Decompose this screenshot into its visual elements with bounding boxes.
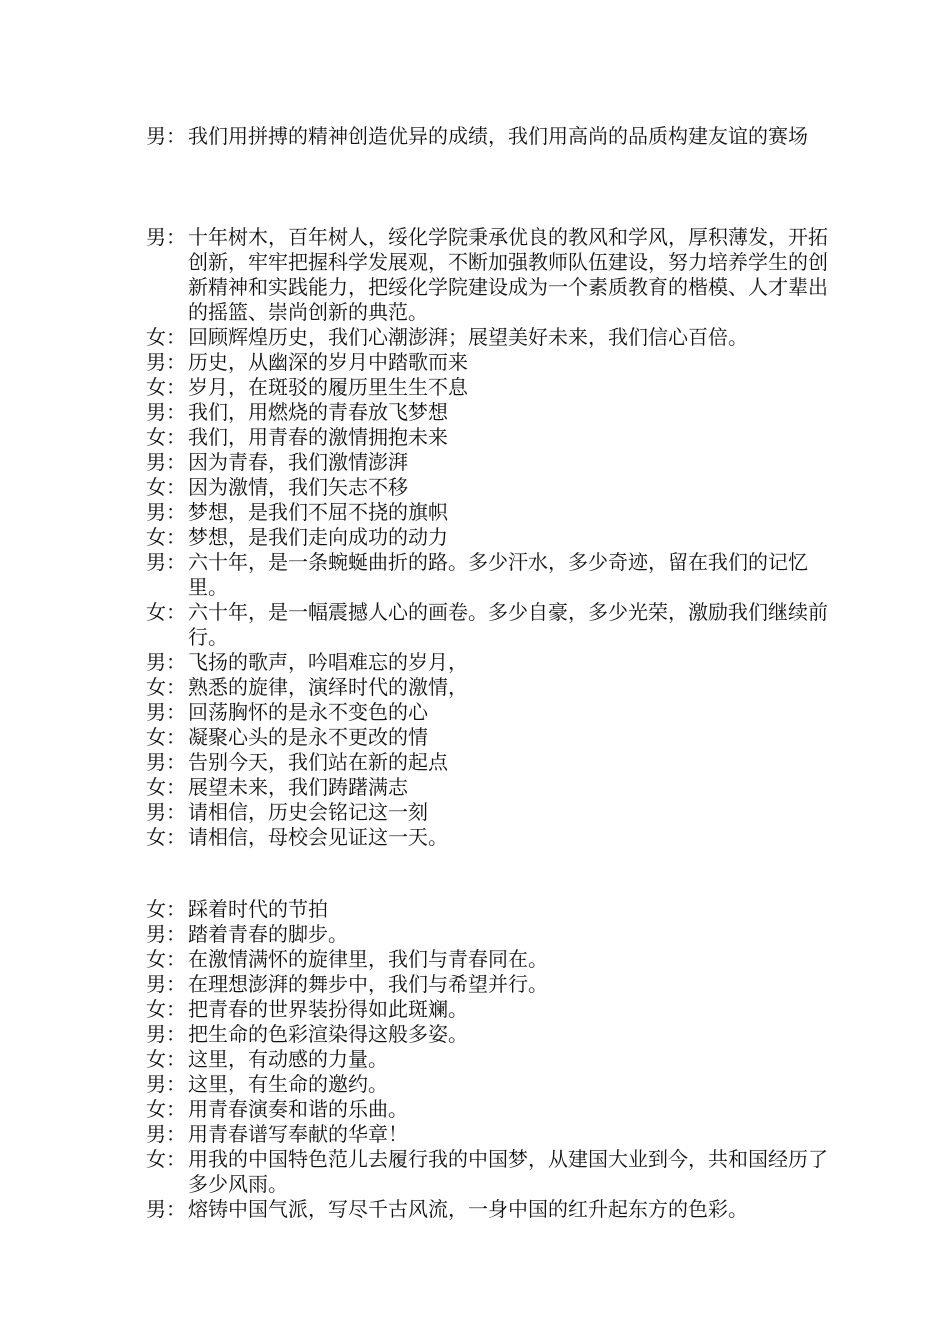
dialogue-text: 我们，用燃烧的青春放飞梦想 bbox=[188, 400, 448, 424]
dialogue-line bbox=[146, 750, 836, 775]
speaker-label: 男： bbox=[146, 350, 186, 374]
speaker-label: 女： bbox=[146, 1047, 186, 1071]
dialogue-text: 岁月，在斑驳的履历里生生不息 bbox=[188, 375, 468, 399]
dialogue-text: 把青春的世界装扮得如此斑斓。 bbox=[188, 997, 468, 1021]
dialogue-text: 飞扬的歌声，吟唱难忘的岁月， bbox=[188, 650, 468, 674]
speaker-label: 男： bbox=[146, 800, 186, 824]
dialogue-text: 回荡胸怀的是永不变色的心 bbox=[188, 700, 428, 724]
speaker-label: 女： bbox=[146, 525, 186, 549]
speaker-label: 男： bbox=[146, 700, 186, 724]
dialogue-text: 用我的中国特色范儿去履行我的中国梦，从建国大业到今，共和国经历了多少风雨。 bbox=[188, 1147, 828, 1196]
dialogue-line bbox=[146, 997, 836, 1022]
speaker-label: 女： bbox=[146, 775, 186, 799]
dialogue-line bbox=[146, 1122, 836, 1147]
dialogue-text: 在激情满怀的旋律里，我们与青春同在。 bbox=[188, 947, 548, 971]
dialogue-line bbox=[146, 1147, 836, 1197]
dialogue-text: 梦想，是我们走向成功的动力 bbox=[188, 525, 448, 549]
dialogue-text: 这里，有动感的力量。 bbox=[188, 1047, 388, 1071]
dialogue-line bbox=[146, 1047, 836, 1072]
dialogue-text: 梦想，是我们不屈不挠的旗帜 bbox=[188, 500, 448, 524]
dialogue-text: 请相信，历史会铭记这一刻 bbox=[188, 800, 428, 824]
dialogue-line bbox=[146, 400, 836, 425]
dialogue-text: 把生命的色彩渲染得这般多姿。 bbox=[188, 1022, 468, 1046]
dialogue-line bbox=[146, 1072, 836, 1097]
dialogue-text: 我们用拼搏的精神创造优异的成绩，我们用高尚的品质构建友谊的赛场 bbox=[188, 124, 808, 148]
dialogue-line bbox=[146, 525, 836, 550]
script-section-3 bbox=[146, 897, 836, 1222]
speaker-label: 男： bbox=[146, 124, 186, 148]
dialogue-text: 我们，用青春的激情拥抱未来 bbox=[188, 425, 448, 449]
dialogue-line bbox=[146, 375, 836, 400]
dialogue-text: 踩着时代的节拍 bbox=[188, 897, 328, 921]
speaker-label: 男： bbox=[146, 750, 186, 774]
dialogue-line bbox=[146, 725, 836, 750]
dialogue-text: 因为激情，我们矢志不移 bbox=[188, 475, 408, 499]
dialogue-line bbox=[146, 1197, 836, 1222]
dialogue-line bbox=[146, 475, 836, 500]
speaker-label: 男： bbox=[146, 922, 186, 946]
script-section-1 bbox=[146, 124, 836, 149]
dialogue-line bbox=[146, 825, 836, 850]
dialogue-text: 这里，有生命的邀约。 bbox=[188, 1072, 388, 1096]
speaker-label: 男： bbox=[146, 225, 186, 249]
speaker-label: 男： bbox=[146, 1197, 186, 1221]
dialogue-line bbox=[146, 897, 836, 922]
dialogue-text: 熟悉的旋律，演绎时代的激情， bbox=[188, 675, 468, 699]
dialogue-line bbox=[146, 350, 836, 375]
speaker-label: 女： bbox=[146, 725, 186, 749]
dialogue-line bbox=[146, 550, 836, 600]
dialogue-line bbox=[146, 972, 836, 997]
speaker-label: 男： bbox=[146, 400, 186, 424]
dialogue-line bbox=[146, 947, 836, 972]
dialogue-line bbox=[146, 500, 836, 525]
dialogue-line bbox=[146, 1022, 836, 1047]
speaker-label: 男： bbox=[146, 1072, 186, 1096]
dialogue-text: 用青春演奏和谐的乐曲。 bbox=[188, 1097, 408, 1121]
speaker-label: 女： bbox=[146, 1097, 186, 1121]
script-section-2 bbox=[146, 225, 836, 850]
speaker-label: 女： bbox=[146, 375, 186, 399]
dialogue-line bbox=[146, 124, 836, 149]
dialogue-text: 因为青春，我们激情澎湃 bbox=[188, 450, 408, 474]
dialogue-text: 展望未来，我们踌躇满志 bbox=[188, 775, 408, 799]
dialogue-line bbox=[146, 225, 836, 325]
speaker-label: 女： bbox=[146, 947, 186, 971]
speaker-label: 男： bbox=[146, 450, 186, 474]
speaker-label: 男： bbox=[146, 500, 186, 524]
dialogue-text: 六十年，是一幅震撼人心的画卷。多少自豪，多少光荣，激励我们继续前行。 bbox=[188, 600, 828, 649]
speaker-label: 女： bbox=[146, 475, 186, 499]
dialogue-line bbox=[146, 425, 836, 450]
dialogue-text: 凝聚心头的是永不更改的情 bbox=[188, 725, 428, 749]
speaker-label: 女： bbox=[146, 997, 186, 1021]
dialogue-line bbox=[146, 800, 836, 825]
speaker-label: 男： bbox=[146, 972, 186, 996]
dialogue-line bbox=[146, 650, 836, 675]
dialogue-text: 六十年，是一条蜿蜒曲折的路。多少汗水，多少奇迹，留在我们的记忆里。 bbox=[188, 550, 808, 599]
speaker-label: 女： bbox=[146, 1147, 186, 1171]
dialogue-line bbox=[146, 325, 836, 350]
speaker-label: 女： bbox=[146, 825, 186, 849]
dialogue-line bbox=[146, 675, 836, 700]
speaker-label: 女： bbox=[146, 897, 186, 921]
dialogue-text: 请相信，母校会见证这一天。 bbox=[188, 825, 448, 849]
dialogue-line bbox=[146, 922, 836, 947]
speaker-label: 男： bbox=[146, 1122, 186, 1146]
dialogue-text: 用青春谱写奉献的华章！ bbox=[188, 1122, 408, 1146]
dialogue-text: 熔铸中国气派，写尽千古风流，一身中国的红升起东方的色彩。 bbox=[188, 1197, 748, 1221]
dialogue-line bbox=[146, 600, 836, 650]
speaker-label: 男： bbox=[146, 550, 186, 574]
dialogue-line bbox=[146, 775, 836, 800]
dialogue-text: 十年树木，百年树人，绥化学院秉承优良的教风和学风，厚积薄发，开拓创新，牢牢把握科学发展观，不断加强教师队伍建设，努力培养学生的创新精神和实践能力，把绥化学院建设成为一个素质教育的楷模、人才辈出的摇篮、崇尚创新的典范。 bbox=[188, 225, 828, 324]
dialogue-line bbox=[146, 1097, 836, 1122]
speaker-label: 女： bbox=[146, 425, 186, 449]
dialogue-line bbox=[146, 700, 836, 725]
dialogue-line bbox=[146, 450, 836, 475]
dialogue-text: 回顾辉煌历史，我们心潮澎湃；展望美好未来，我们信心百倍。 bbox=[188, 325, 748, 349]
dialogue-text: 踏着青春的脚步。 bbox=[188, 922, 348, 946]
speaker-label: 男： bbox=[146, 650, 186, 674]
speaker-label: 女： bbox=[146, 325, 186, 349]
speaker-label: 女： bbox=[146, 600, 186, 624]
speaker-label: 女： bbox=[146, 675, 186, 699]
dialogue-text: 在理想澎湃的舞步中，我们与希望并行。 bbox=[188, 972, 548, 996]
speaker-label: 男： bbox=[146, 1022, 186, 1046]
dialogue-text: 历史，从幽深的岁月中踏歌而来 bbox=[188, 350, 468, 374]
dialogue-text: 告别今天，我们站在新的起点 bbox=[188, 750, 448, 774]
